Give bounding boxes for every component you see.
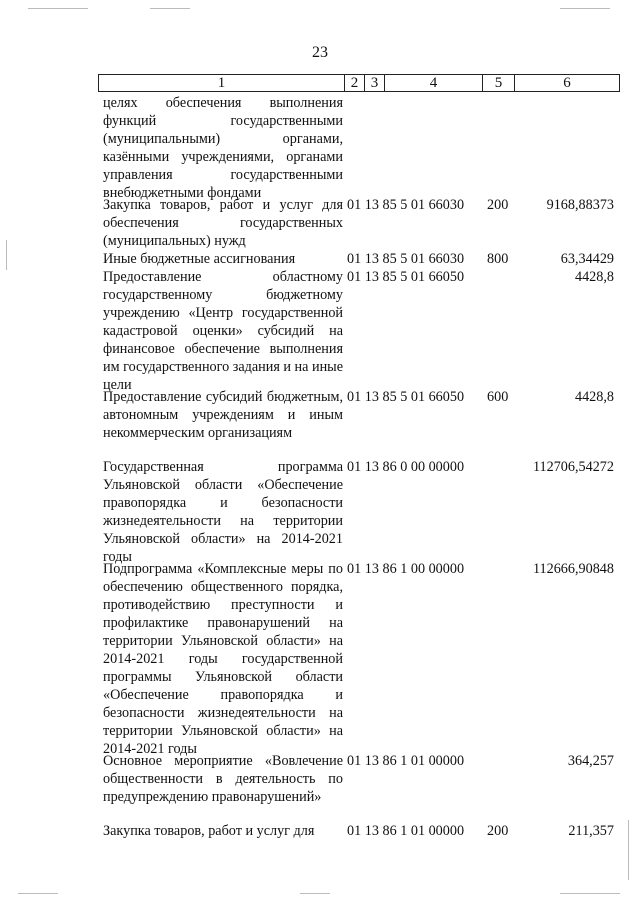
row-code: 01 13 86 1 01 00000 bbox=[347, 823, 465, 839]
table-header bbox=[98, 74, 620, 92]
row-amount: 364,257 bbox=[567, 753, 614, 769]
row-code: 01 13 86 0 00 00000 bbox=[347, 459, 465, 475]
row-name: Предоставление субсидий бюджетным, автономным учреждениям и иным некоммерческим организациям bbox=[103, 389, 343, 441]
row-name: Иные бюджетные ассигнования bbox=[103, 251, 296, 267]
row-code: 01 13 85 5 01 66050 bbox=[347, 389, 465, 405]
row-name: Закупка товаров, работ и услуг для обеспечения государственных (муниципальных) нужд bbox=[103, 197, 343, 249]
page-number: 23 bbox=[312, 44, 328, 61]
row-expense-type: 200 bbox=[487, 823, 509, 839]
row-name: Подпрограмма «Комплексные меры по обеспечению общественного порядка, противодействию преступности и профилактике правонарушений на территории Ульяновской области» на 2014-2021 годы государственной программы Ульяновской области «Обеспечение правопорядка и безопасности жизнедеятельности на территории Ульяновской области» на 2014-2021 годы bbox=[103, 561, 343, 757]
header-col-4: 4 bbox=[385, 75, 483, 91]
header-col-2: 2 bbox=[345, 75, 365, 91]
row-amount: 211,357 bbox=[568, 823, 614, 839]
row-amount: 112666,90848 bbox=[532, 561, 614, 577]
row-code: 01 13 85 5 01 66030 bbox=[347, 251, 465, 267]
row-amount: 4428,8 bbox=[574, 269, 614, 285]
header-col-1: 1 bbox=[99, 75, 345, 91]
row-expense-type: 600 bbox=[487, 389, 509, 405]
row-code: 01 13 85 5 01 66050 bbox=[347, 269, 465, 285]
row-name: целях обеспечения выполнения функций государственными (муниципальными) органами, казёнными учреждениями, органами управления государственными внебюджетными фондами bbox=[103, 95, 343, 201]
row-expense-type: 800 bbox=[487, 251, 509, 267]
row-name: Предоставление областному государственному бюджетному учреждению «Центр государственной кадастровой оценки» субсидий на финансовое обеспечение выполнения им государственного задания и на иные цели bbox=[103, 269, 344, 393]
row-expense-type: 200 bbox=[487, 197, 509, 213]
row-amount: 112706,54272 bbox=[532, 459, 614, 475]
row-amount: 63,34429 bbox=[560, 251, 614, 267]
row-code: 01 13 85 5 01 66030 bbox=[347, 197, 465, 213]
row-code: 01 13 86 1 00 00000 bbox=[347, 561, 465, 577]
row-name: Основное мероприятие «Вовлечение общественности в деятельность по предупреждению правонарушений» bbox=[103, 753, 343, 805]
row-amount: 9168,88373 bbox=[546, 197, 614, 213]
header-col-6: 6 bbox=[563, 75, 571, 91]
row-name: Закупка товаров, работ и услуг для bbox=[103, 823, 315, 839]
row-name: Государственная программа Ульяновской области «Обеспечение правопорядка и безопасности жизнедеятельности на территории Ульяновской области» на 2014-2021 годы bbox=[103, 459, 343, 565]
row-code: 01 13 86 1 01 00000 bbox=[347, 753, 465, 769]
header-col-3: 3 bbox=[365, 75, 385, 91]
header-col-5: 5 bbox=[483, 75, 515, 91]
row-amount: 4428,8 bbox=[574, 389, 614, 405]
